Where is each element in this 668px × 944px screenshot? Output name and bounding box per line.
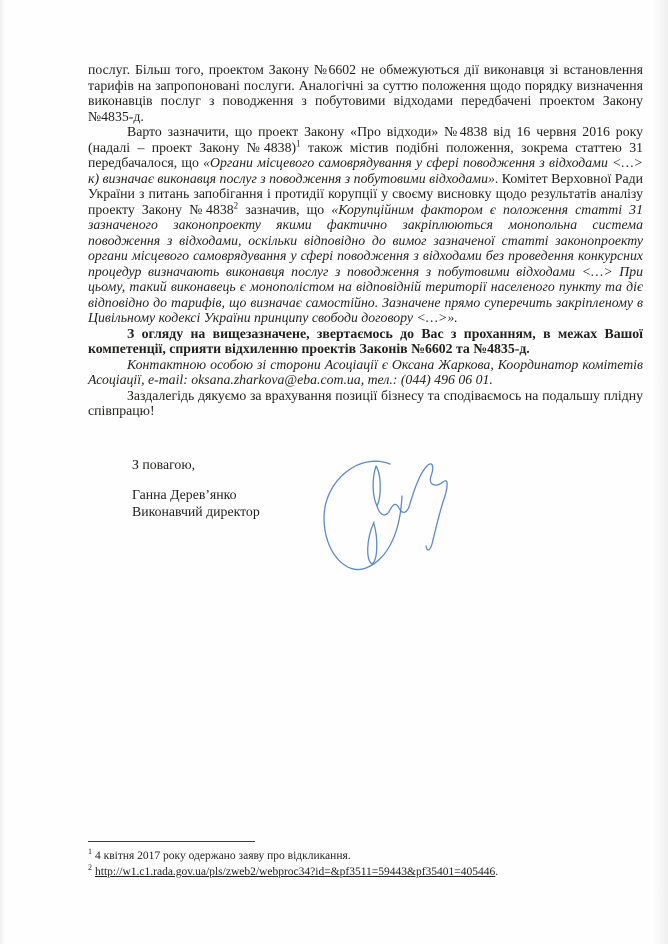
text-run: Варто зазначити, що проект Закону «Про відходи» №4838 від 16 червня 2016 року (надалі – проект Закону №4838) [88, 124, 643, 155]
footnote-marker: 2 [233, 199, 239, 210]
footnotes-section [88, 841, 643, 880]
signature-stroke [409, 464, 447, 550]
paragraph [88, 62, 643, 124]
signature-stroke [373, 466, 380, 506]
paragraph [88, 357, 643, 388]
text-run: Заздалегідь дякуємо за врахування позиції бізнесу та сподіваємось на подальшу плідну співпрацю! [88, 387, 643, 418]
text-run: Контактною особою зі сторони Асоціації є Оксана Жаркова, Координатор комітетів Асоціації, e-mail: oksana.zharkova@eba.com.ua, тел.: (044) 496 06 01. [88, 356, 643, 387]
footnote-marker: 1 [296, 137, 301, 148]
letter-body [88, 62, 643, 419]
footnote-link: http://w1.c1.rada.gov.ua/pls/zweb2/webproc34?id=&pf3511=59443&pf35401=405446 [95, 866, 496, 878]
text-run: зазначив, що [238, 201, 332, 217]
scan-edge-artifact-left [0, 0, 5, 944]
text-run: «Корупційним фактором є положення статті 31 зазначеного законопроекту якими фактично закріплюються монопольна система поводження з відходами, оскільки відповідно до вимог зазначеної статті законопроекту органи місцевого самоврядування у сфері поводження з відходами без проведення конкурсних процедур визначають виконавця послуг з поводження з побутовими відходами <…> При цьому, такий виконавець є монополістом на відповідній території населеного пункту та діє відповідно до тарифів, що визначає самостійно. Зазначене прямо суперечить закріпленому в Цивільному кодексі України принципу свободи договору <…>». [88, 201, 643, 325]
text-run: послуг. Більш того, проектом Закону №6602 не обмежуються дії виконавця зі встановлення тарифів на запропоновані послуги. Аналогічні за суттю положення щодо порядку визначення виконавців послуг з поводження з побутовими відходами передбачені проектом Закону №4835-д. [88, 62, 643, 124]
paragraph [88, 124, 643, 326]
footnote-list [88, 848, 643, 880]
paragraph [88, 388, 643, 419]
footnote-marker: 1 [88, 847, 92, 857]
signature-stroke [368, 522, 377, 564]
footnote-item [88, 848, 643, 864]
text-run: «Органи місцевого самоврядування у сфері поводження з відходами <…> к) визначає виконавця послуг з поводження з побутовими відходами» [88, 155, 643, 186]
footnote-separator [88, 841, 255, 842]
footnote-item [88, 864, 643, 880]
text-run: також містив подібні положення, зокрема статтею 31 передбачалося, що [88, 139, 643, 170]
text-run: . Комітет Верховної Ради України з питань запобігання і протидії корупції у своєму висновку щодо результатів аналізу проекту Закону №4838 [88, 170, 643, 217]
scan-edge-artifact-right [652, 0, 668, 944]
paragraph [88, 326, 643, 357]
text-run: 4 квітня 2017 року одержано заяву про відкликання. [95, 850, 351, 862]
closing-salutation: З повагою, [132, 457, 196, 472]
text-run: . [495, 866, 499, 878]
text-run: З огляду на вищезазначене, звертаємось до Вас з проханням, в межах Вашої компетенції, сприяти відхиленню проектів Законів №6602 та №4835-д. [88, 325, 643, 356]
signatory-title: Виконавчий директор [132, 504, 260, 519]
signature-stroke [324, 461, 402, 569]
footnote-marker: 2 [88, 863, 92, 873]
signatory-name: Ганна Дерев’янко [132, 487, 237, 502]
signature-stroke [377, 504, 409, 515]
closing-block [132, 456, 260, 520]
signature-scribble [302, 452, 452, 580]
